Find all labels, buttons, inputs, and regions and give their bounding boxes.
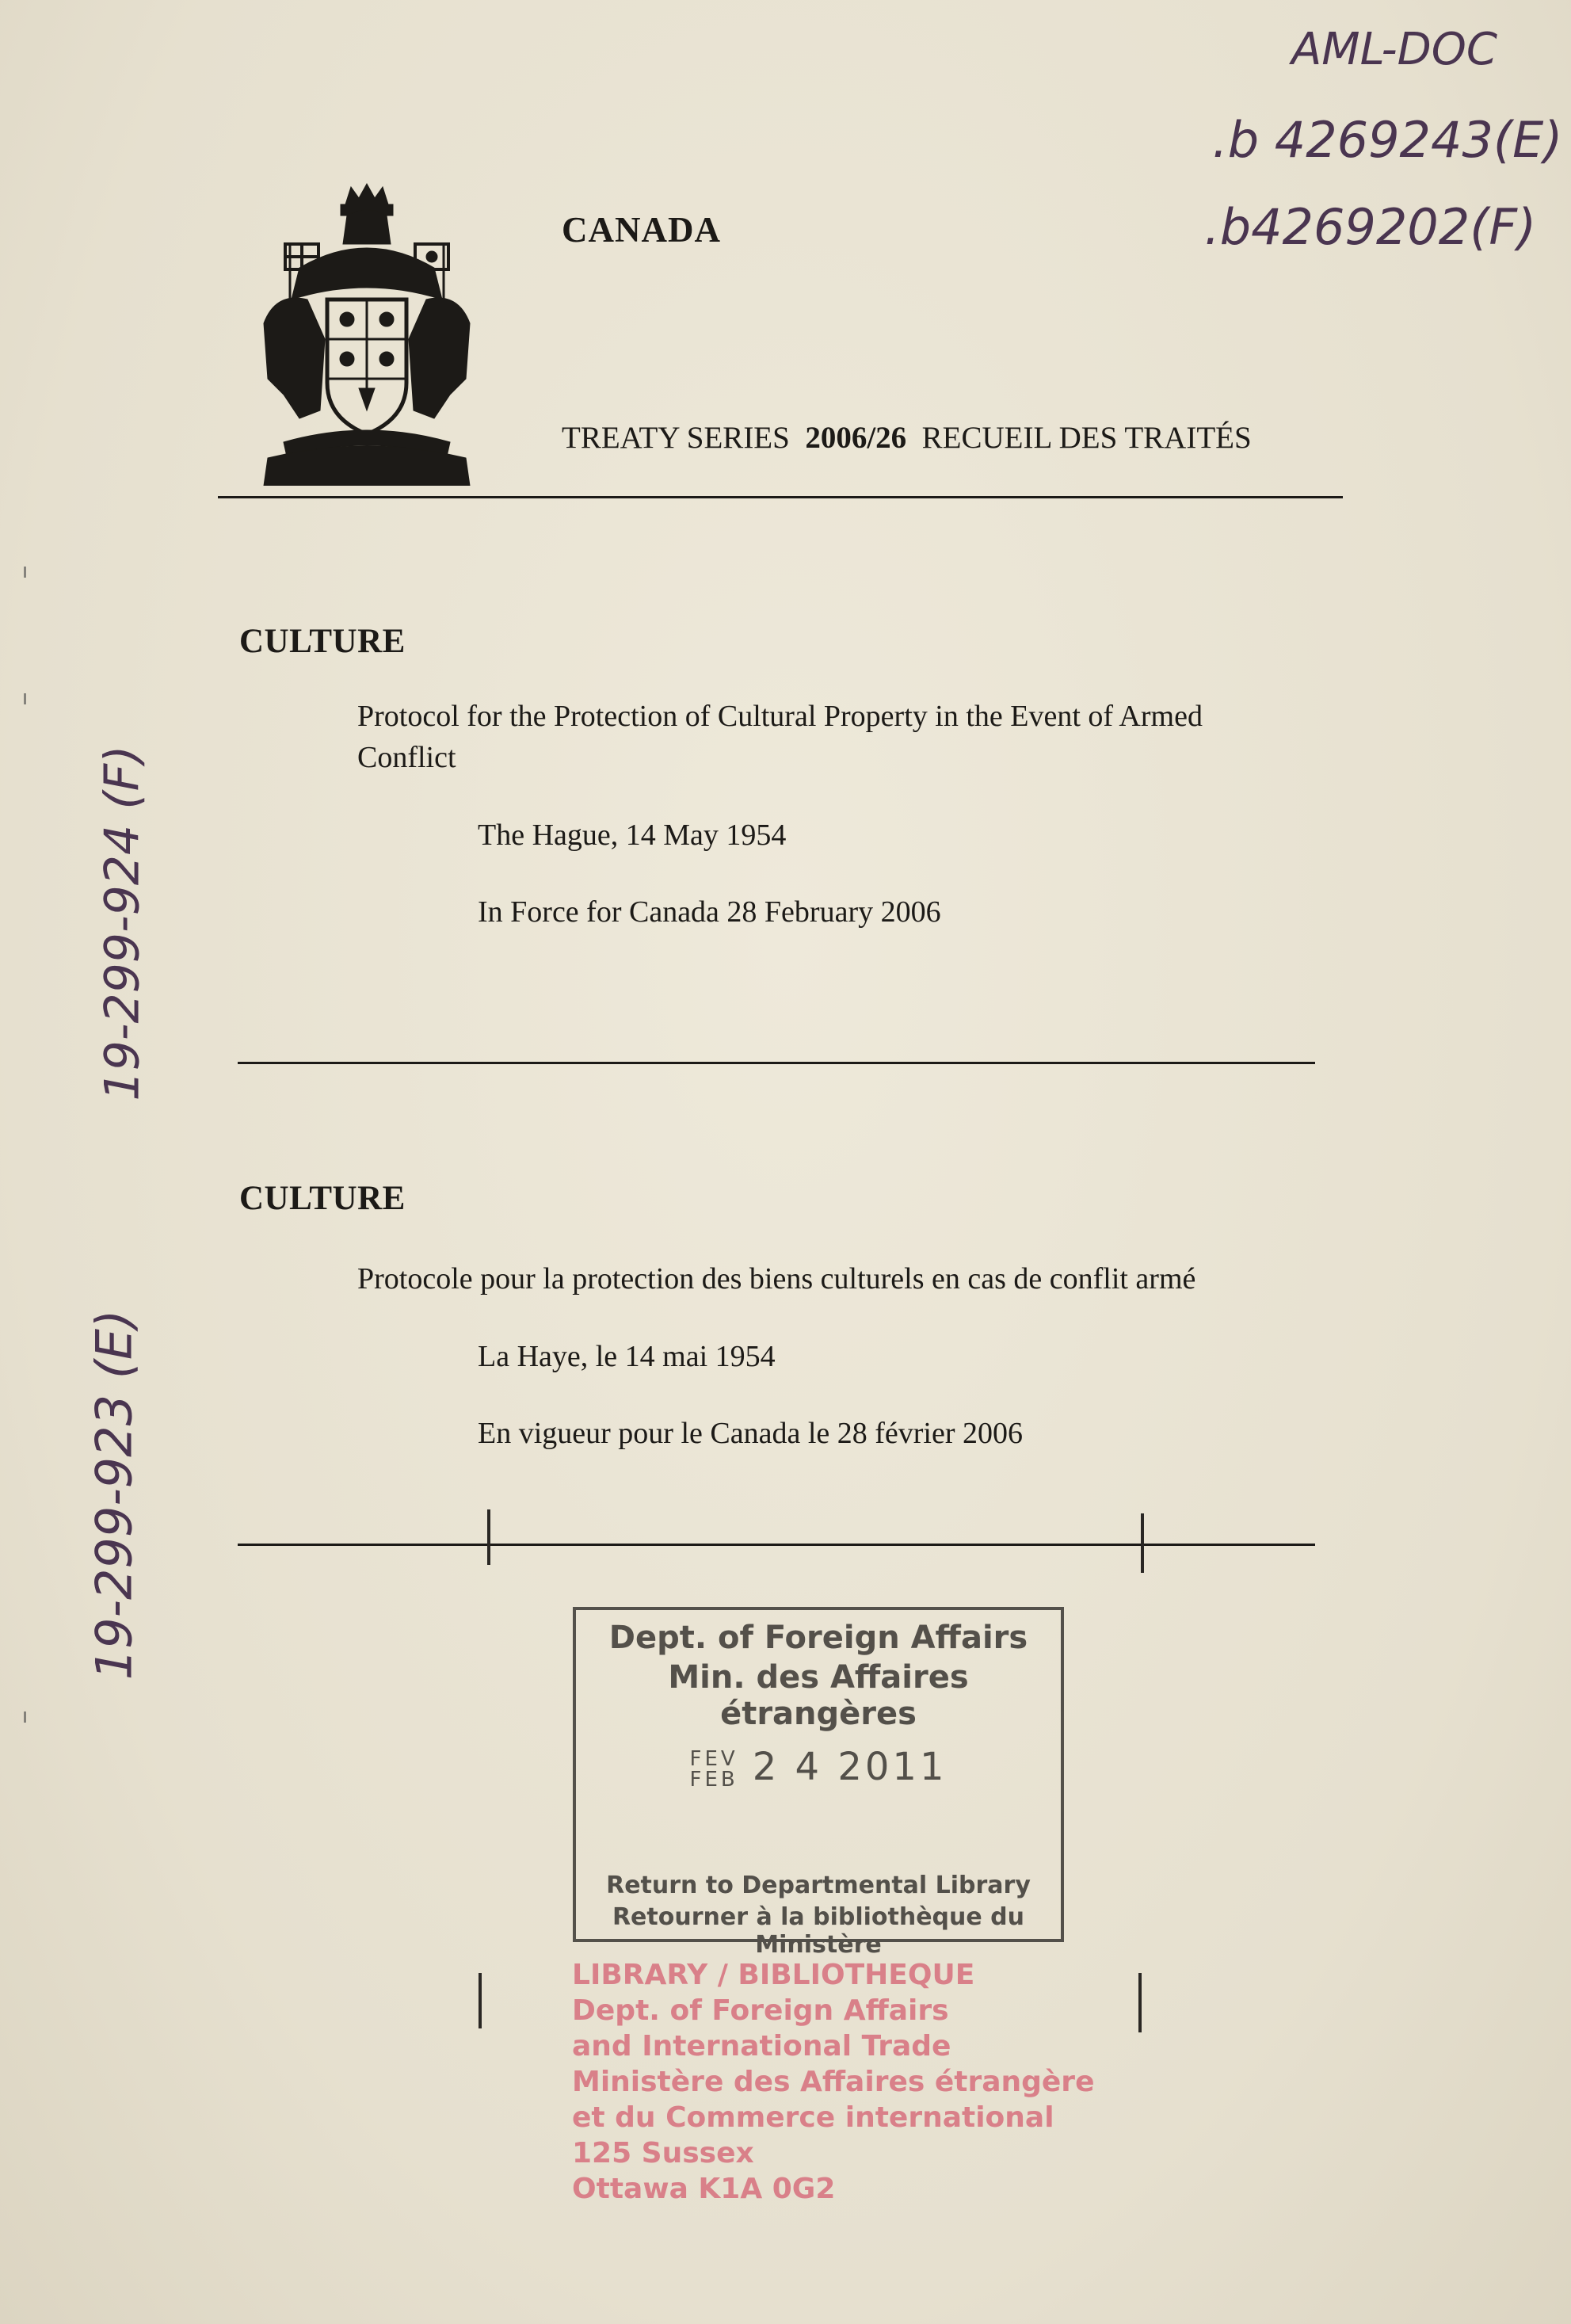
section-divider — [238, 1062, 1315, 1064]
french-place-date: La Haye, le 14 mai 1954 — [478, 1340, 776, 1373]
library-stamp-line: et du Commerce international — [572, 2101, 1054, 2134]
library-stamp-line: 125 Sussex — [572, 2137, 754, 2169]
english-place-date: The Hague, 14 May 1954 — [478, 819, 787, 852]
treaty-series-line — [562, 420, 1252, 456]
cut-mark — [1138, 1973, 1142, 2032]
header-divider — [218, 496, 1343, 498]
handwritten-margin-note-e: 19-299-923 (E) — [85, 1309, 143, 1681]
english-title-line1: Protocol for the Protection of Cultural Property in the Event of Armed — [357, 700, 1203, 733]
english-heading: CULTURE — [239, 623, 406, 660]
french-title: Protocole pour la protection des biens culturels en cas de conflit armé — [357, 1262, 1196, 1296]
stamp-dept-line: Dept. of Foreign Affairs — [608, 1620, 1028, 1656]
stamp-return-en: Return to Departmental Library — [606, 1872, 1031, 1899]
stamp-day-year: 2 4 2011 — [752, 1745, 948, 1789]
stamp-ministry-line: Min. des Affaires étrangères — [668, 1659, 969, 1732]
cut-mark — [487, 1509, 490, 1565]
cut-mark — [479, 1973, 482, 2028]
stamp-return-fr: Retourner à la bibliothèque du Ministère — [612, 1903, 1025, 1959]
library-stamp-line: Dept. of Foreign Affairs — [572, 1994, 949, 2027]
spine-mark — [24, 1712, 26, 1723]
recueil-label: RECUEIL DES TRAITÉS — [921, 421, 1252, 455]
treaty-series-label: TREATY SERIES — [562, 421, 790, 455]
stamp-month: FEV FEB — [689, 1747, 738, 1792]
canada-coat-of-arms-icon — [252, 181, 482, 486]
library-stamp-line: Ministère des Affaires étrangère — [572, 2066, 1095, 2098]
received-date-stamp — [573, 1607, 1064, 1959]
spine-mark — [24, 693, 26, 704]
english-in-force: In Force for Canada 28 February 2006 — [478, 895, 941, 929]
cut-mark — [1141, 1513, 1144, 1573]
french-in-force: En vigueur pour le Canada le 28 février 2006 — [478, 1417, 1023, 1450]
treaty-series-number: 2006/26 — [805, 421, 907, 455]
handwritten-call-number-e: .b 4269243(E) — [1212, 111, 1563, 169]
handwritten-aml-doc: AML-DOC — [1291, 24, 1497, 75]
stamp-date — [576, 1745, 1061, 1790]
french-heading: CULTURE — [239, 1180, 406, 1217]
handwritten-margin-note-f: 19-299-924 (F) — [94, 745, 151, 1101]
library-stamp-line: LIBRARY / BIBLIOTHEQUE — [572, 1959, 975, 1991]
spine-mark — [24, 567, 26, 578]
english-title-line2: Conflict — [357, 741, 456, 774]
handwritten-call-number-f: .b4269202(F) — [1204, 198, 1537, 256]
library-stamp-line: and International Trade — [572, 2030, 951, 2063]
bottom-divider — [238, 1544, 1315, 1546]
library-stamp — [572, 1957, 1094, 2207]
country-title: CANADA — [562, 210, 721, 250]
library-stamp-line: Ottawa K1A 0G2 — [572, 2173, 836, 2205]
